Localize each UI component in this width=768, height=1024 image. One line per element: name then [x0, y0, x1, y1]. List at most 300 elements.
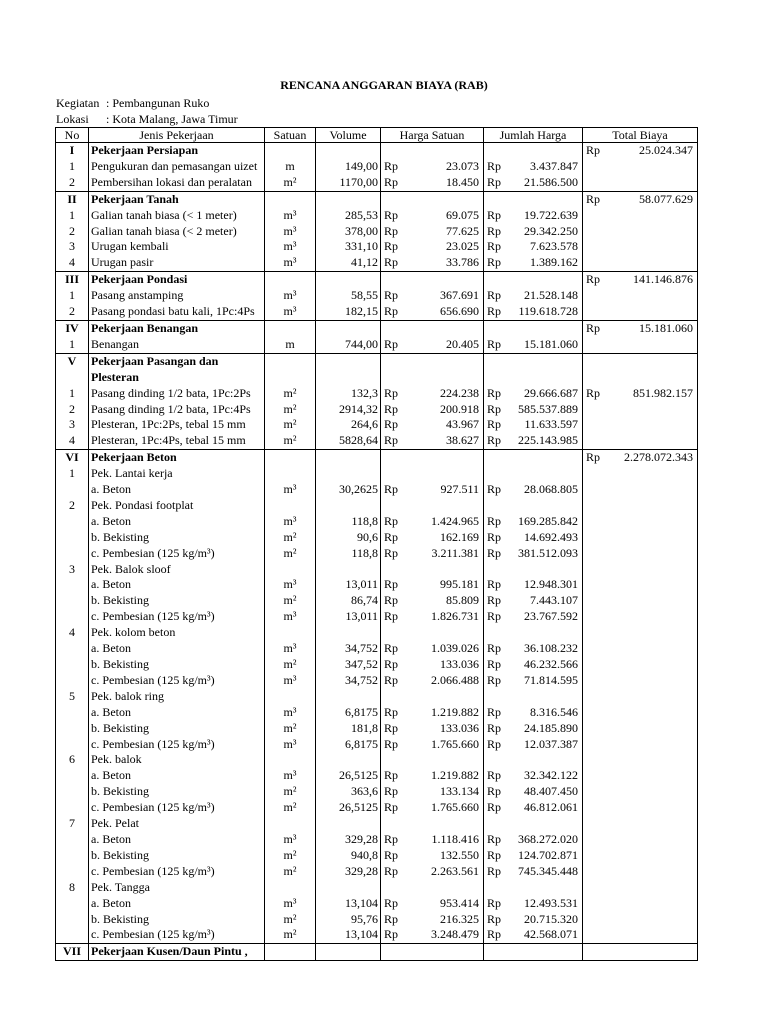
row-volume: 86,74: [316, 593, 381, 609]
currency-label: Rp: [384, 895, 399, 910]
table-row: [56, 370, 698, 386]
table-row: [56, 288, 698, 304]
row-volume: 26,5125: [316, 800, 381, 816]
row-amount: [484, 159, 583, 175]
row-unit: m³: [265, 609, 316, 625]
row-job: Pekerjaan Pondasi: [89, 272, 265, 288]
row-volume: 347,52: [316, 657, 381, 673]
row-volume: 285,53: [316, 208, 381, 224]
table-row: [56, 514, 698, 530]
row-no: [56, 721, 89, 737]
currency-label: Rp: [384, 207, 399, 222]
currency-label: Rp: [487, 529, 502, 544]
row-total: [583, 562, 698, 578]
row-amount-value: 29.666.687: [524, 385, 578, 400]
row-amount: [484, 546, 583, 562]
row-amount: [484, 386, 583, 402]
row-amount-value: 23.767.592: [524, 609, 578, 624]
row-amount: [484, 816, 583, 832]
row-volume: 1170,00: [316, 175, 381, 191]
row-unit-price: [381, 944, 484, 961]
currency-label: Rp: [384, 784, 399, 799]
row-amount: [484, 800, 583, 816]
row-volume: [316, 353, 381, 369]
row-job: Pekerjaan Tanah: [89, 191, 265, 207]
row-no: 3: [56, 239, 89, 255]
row-unit: m²: [265, 546, 316, 562]
row-unit: m³: [265, 208, 316, 224]
row-no: 8: [56, 880, 89, 896]
row-job: Pasang anstamping: [89, 288, 265, 304]
row-total-value: 25.024.347: [639, 143, 693, 157]
currency-label: Rp: [487, 158, 502, 173]
row-no: [56, 370, 89, 386]
currency-label: Rp: [384, 239, 399, 254]
kegiatan-label: Kegiatan: [56, 96, 100, 110]
row-job: a. Beton: [89, 577, 265, 593]
table-header-row: [56, 128, 698, 143]
row-total: [583, 768, 698, 784]
row-unit-price-value: 1.424.965: [431, 513, 479, 528]
table-row: [56, 208, 698, 224]
row-amount: [484, 320, 583, 336]
table-row: [56, 255, 698, 271]
currency-label: Rp: [384, 927, 399, 942]
row-unit: m³: [265, 482, 316, 498]
row-unit: m²: [265, 417, 316, 433]
row-unit-price: [381, 927, 484, 943]
table-row: [56, 450, 698, 466]
row-job: b. Bekisting: [89, 593, 265, 609]
row-amount: [484, 208, 583, 224]
row-no: 1: [56, 466, 89, 482]
row-unit-price-value: 85.809: [446, 593, 479, 608]
row-amount: [484, 721, 583, 737]
kegiatan-value: : Pembangunan Ruko: [106, 96, 210, 110]
row-amount: [484, 402, 583, 418]
row-unit-price: [381, 255, 484, 271]
table-row: [56, 673, 698, 689]
row-volume: 744,00: [316, 337, 381, 353]
row-amount-value: 119.618.728: [518, 304, 578, 319]
row-job: Pengukuran dan pemasangan uizet: [89, 159, 265, 175]
row-job: c. Pembesian (125 kg/m³): [89, 546, 265, 562]
row-no: 2: [56, 175, 89, 191]
currency-label: Rp: [586, 320, 601, 335]
row-unit-price-value: 133.036: [440, 720, 479, 735]
row-unit-price: [381, 752, 484, 768]
row-unit-price: [381, 625, 484, 641]
row-unit-price-value: 132.550: [440, 847, 479, 862]
row-unit-price: [381, 593, 484, 609]
row-unit: m²: [265, 927, 316, 943]
row-volume: 940,8: [316, 848, 381, 864]
row-amount: [484, 337, 583, 353]
row-unit: m: [265, 159, 316, 175]
row-total: [583, 832, 698, 848]
currency-label: Rp: [384, 847, 399, 862]
row-amount: [484, 255, 583, 271]
currency-label: Rp: [384, 672, 399, 687]
row-job: Galian tanah biasa (< 2 meter): [89, 224, 265, 240]
row-unit-price: [381, 546, 484, 562]
row-job: c. Pembesian (125 kg/m³): [89, 609, 265, 625]
header-satuan: Satuan: [265, 128, 316, 143]
currency-label: Rp: [384, 417, 399, 432]
row-unit-price-value: 133.134: [440, 784, 479, 799]
row-total: [583, 272, 698, 288]
row-unit: [265, 320, 316, 336]
row-unit-price: [381, 848, 484, 864]
row-amount: [484, 705, 583, 721]
row-no: [56, 514, 89, 530]
row-total: [583, 721, 698, 737]
row-unit: [265, 562, 316, 578]
row-total: [583, 466, 698, 482]
table-row: [56, 417, 698, 433]
table-row: [56, 625, 698, 641]
row-volume: 13,011: [316, 609, 381, 625]
row-unit-price-value: 216.325: [440, 911, 479, 926]
row-amount-value: 12.948.301: [524, 577, 578, 592]
row-unit: [265, 450, 316, 466]
row-total: [583, 450, 698, 466]
row-unit-price: [381, 159, 484, 175]
currency-label: Rp: [384, 529, 399, 544]
row-unit-price: [381, 737, 484, 753]
row-unit: m²: [265, 433, 316, 449]
row-no: [56, 864, 89, 880]
row-total: [583, 224, 698, 240]
row-total: [583, 288, 698, 304]
row-volume: 331,10: [316, 239, 381, 255]
row-total: [583, 370, 698, 386]
row-no: [56, 927, 89, 943]
row-total-value: 15.181.060: [639, 320, 693, 335]
table-row: [56, 466, 698, 482]
row-no: VII: [56, 944, 89, 961]
row-amount: [484, 370, 583, 386]
row-unit-price-value: 1.039.026: [431, 641, 479, 656]
row-unit: m²: [265, 800, 316, 816]
row-total: [583, 705, 698, 721]
row-amount-value: 24.185.890: [524, 720, 578, 735]
row-unit: m³: [265, 768, 316, 784]
row-volume: [316, 191, 381, 207]
row-amount: [484, 912, 583, 928]
row-amount: [484, 784, 583, 800]
row-unit-price: [381, 320, 484, 336]
row-no: [56, 577, 89, 593]
row-amount-value: 8.316.546: [530, 704, 578, 719]
row-no: VI: [56, 450, 89, 466]
lokasi-label: Lokasi: [56, 112, 89, 126]
row-volume: [316, 752, 381, 768]
row-amount-value: 71.814.595: [524, 672, 578, 687]
row-unit-price: [381, 304, 484, 320]
currency-label: Rp: [586, 272, 601, 287]
row-unit-price: [381, 577, 484, 593]
currency-label: Rp: [384, 800, 399, 815]
row-amount-value: 21.586.500: [524, 174, 578, 189]
row-volume: 13,104: [316, 896, 381, 912]
row-unit-price-value: 69.075: [446, 207, 479, 222]
row-unit: m²: [265, 402, 316, 418]
row-amount: [484, 514, 583, 530]
currency-label: Rp: [384, 174, 399, 189]
row-amount: [484, 482, 583, 498]
document-title: RENCANA ANGGARAN BIAYA (RAB): [280, 78, 488, 92]
currency-label: Rp: [384, 401, 399, 416]
row-no: [56, 609, 89, 625]
currency-label: Rp: [487, 847, 502, 862]
row-volume: [316, 498, 381, 514]
row-amount: [484, 577, 583, 593]
row-amount-value: 169.285.842: [518, 513, 578, 528]
row-total: [583, 433, 698, 449]
currency-label: Rp: [384, 304, 399, 319]
row-job: Pekerjaan Beton: [89, 450, 265, 466]
currency-label: Rp: [487, 417, 502, 432]
row-volume: [316, 450, 381, 466]
row-total: [583, 143, 698, 159]
row-unit-price: [381, 386, 484, 402]
row-unit: m³: [265, 673, 316, 689]
currency-label: Rp: [487, 385, 502, 400]
row-amount: [484, 143, 583, 159]
row-job: b. Bekisting: [89, 657, 265, 673]
currency-label: Rp: [487, 831, 502, 846]
row-unit-price: [381, 609, 484, 625]
header-jumlah-harga: Jumlah Harga: [484, 128, 583, 143]
row-no: 2: [56, 224, 89, 240]
table-row: [56, 800, 698, 816]
row-unit: m²: [265, 530, 316, 546]
row-unit-price: [381, 641, 484, 657]
row-volume: [316, 944, 381, 961]
row-total: [583, 239, 698, 255]
table-row: [56, 546, 698, 562]
row-job: a. Beton: [89, 641, 265, 657]
currency-label: Rp: [487, 657, 502, 671]
row-volume: 34,752: [316, 673, 381, 689]
row-unit: [265, 353, 316, 369]
row-no: 1: [56, 159, 89, 175]
row-amount: [484, 625, 583, 641]
currency-label: Rp: [586, 143, 601, 157]
table-row: [56, 272, 698, 288]
row-unit: [265, 498, 316, 514]
row-unit-price: [381, 768, 484, 784]
row-volume: 30,2625: [316, 482, 381, 498]
row-no: [56, 800, 89, 816]
row-job: Pek. Lantai kerja: [89, 466, 265, 482]
row-no: I: [56, 143, 89, 159]
row-job: Plesteran, 1Pc:4Ps, tebal 15 mm: [89, 433, 265, 449]
row-unit: m³: [265, 577, 316, 593]
currency-label: Rp: [487, 863, 502, 878]
table-row: [56, 386, 698, 402]
row-unit-price-value: 23.073: [446, 158, 479, 173]
row-no: 3: [56, 417, 89, 433]
currency-label: Rp: [384, 545, 399, 560]
row-unit-price-value: 1.219.882: [431, 704, 479, 719]
table-row: [56, 530, 698, 546]
row-unit-price: [381, 784, 484, 800]
row-amount-value: 225.143.985: [518, 433, 578, 448]
row-unit-price-value: 38.627: [446, 433, 479, 448]
row-amount: [484, 433, 583, 449]
row-amount: [484, 562, 583, 578]
currency-label: Rp: [487, 174, 502, 189]
row-unit: m³: [265, 641, 316, 657]
currency-label: Rp: [487, 239, 502, 254]
row-volume: [316, 689, 381, 705]
row-total: [583, 191, 698, 207]
row-no: [56, 641, 89, 657]
row-total: [583, 577, 698, 593]
row-unit-price: [381, 466, 484, 482]
row-job: Pasang dinding 1/2 bata, 1Pc:4Ps: [89, 402, 265, 418]
table-row: [56, 224, 698, 240]
row-job: Pekerjaan Persiapan: [89, 143, 265, 159]
row-unit-price: [381, 482, 484, 498]
row-amount: [484, 864, 583, 880]
row-volume: 118,8: [316, 514, 381, 530]
row-unit-price-value: 2.263.561: [431, 863, 479, 878]
row-unit-price: [381, 657, 484, 673]
row-amount-value: 28.068.805: [524, 482, 578, 497]
row-volume: 90,6: [316, 530, 381, 546]
row-no: III: [56, 272, 89, 288]
table-row: [56, 498, 698, 514]
row-total: [583, 912, 698, 928]
row-volume: 41,12: [316, 255, 381, 271]
row-amount-value: 14.692.493: [524, 529, 578, 544]
row-no: 4: [56, 625, 89, 641]
row-total: [583, 689, 698, 705]
row-unit: [265, 880, 316, 896]
row-job: Pek. kolom beton: [89, 625, 265, 641]
currency-label: Rp: [487, 672, 502, 687]
row-job: a. Beton: [89, 832, 265, 848]
row-amount-value: 7.623.578: [530, 239, 578, 254]
currency-label: Rp: [384, 482, 399, 497]
table-row: [56, 159, 698, 175]
row-total: [583, 353, 698, 369]
row-unit-price: [381, 721, 484, 737]
row-unit: [265, 143, 316, 159]
row-job: a. Beton: [89, 514, 265, 530]
row-amount: [484, 272, 583, 288]
currency-label: Rp: [487, 255, 502, 270]
table-row: [56, 577, 698, 593]
row-unit: m²: [265, 864, 316, 880]
row-unit: m²: [265, 912, 316, 928]
row-amount: [484, 848, 583, 864]
row-job: Benangan: [89, 337, 265, 353]
row-unit-price: [381, 864, 484, 880]
row-unit: m³: [265, 304, 316, 320]
currency-label: Rp: [487, 577, 502, 592]
row-unit: [265, 752, 316, 768]
row-job: Pek. Pelat: [89, 816, 265, 832]
row-unit-price-value: 224.238: [440, 385, 479, 400]
row-no: [56, 705, 89, 721]
row-amount-value: 48.407.450: [524, 784, 578, 799]
currency-label: Rp: [487, 304, 502, 319]
row-volume: 58,55: [316, 288, 381, 304]
row-unit: [265, 466, 316, 482]
row-amount: [484, 466, 583, 482]
row-total: [583, 657, 698, 673]
row-total: [583, 848, 698, 864]
row-amount: [484, 832, 583, 848]
currency-label: Rp: [487, 911, 502, 926]
row-amount: [484, 353, 583, 369]
header-harga-satuan: Harga Satuan: [381, 128, 484, 143]
rab-table: [55, 127, 698, 961]
row-volume: 5828,64: [316, 433, 381, 449]
row-amount: [484, 927, 583, 943]
table-row: [56, 562, 698, 578]
row-total: [583, 208, 698, 224]
row-job: Pek. balok: [89, 752, 265, 768]
row-job: Plesteran: [89, 370, 265, 386]
table-row: [56, 912, 698, 928]
row-unit-price-value: 1.826.731: [431, 609, 479, 624]
row-job: Pasang pondasi batu kali, 1Pc:4Ps: [89, 304, 265, 320]
row-no: 1: [56, 337, 89, 353]
row-unit: [265, 689, 316, 705]
row-unit: [265, 944, 316, 961]
row-unit-price: [381, 562, 484, 578]
row-job: a. Beton: [89, 896, 265, 912]
row-unit-price-value: 3.211.381: [431, 545, 479, 560]
row-total: [583, 896, 698, 912]
row-job: Pasang dinding 1/2 bata, 1Pc:2Ps: [89, 386, 265, 402]
row-no: [56, 593, 89, 609]
row-job: Plesteran, 1Pc:2Ps, tebal 15 mm: [89, 417, 265, 433]
row-volume: 149,00: [316, 159, 381, 175]
row-unit-price: [381, 175, 484, 191]
row-unit: [265, 370, 316, 386]
row-amount-value: 21.528.148: [524, 288, 578, 303]
row-amount-value: 1.389.162: [530, 255, 578, 270]
row-no: [56, 768, 89, 784]
row-no: [56, 896, 89, 912]
currency-label: Rp: [384, 720, 399, 735]
row-job: c. Pembesian (125 kg/m³): [89, 927, 265, 943]
row-unit-price: [381, 353, 484, 369]
row-amount-value: 20.715.320: [524, 911, 578, 926]
row-unit-price: [381, 450, 484, 466]
row-unit: m²: [265, 657, 316, 673]
row-unit-price-value: 3.248.479: [431, 927, 479, 942]
row-total: [583, 402, 698, 418]
row-amount: [484, 175, 583, 191]
row-job: Pek. Pondasi footplat: [89, 498, 265, 514]
row-amount-value: 12.493.531: [524, 895, 578, 910]
row-volume: 95,76: [316, 912, 381, 928]
currency-label: Rp: [384, 336, 399, 351]
row-total: [583, 609, 698, 625]
row-total: [583, 944, 698, 961]
row-total: [583, 593, 698, 609]
row-amount: [484, 304, 583, 320]
row-volume: [316, 370, 381, 386]
row-volume: [316, 466, 381, 482]
